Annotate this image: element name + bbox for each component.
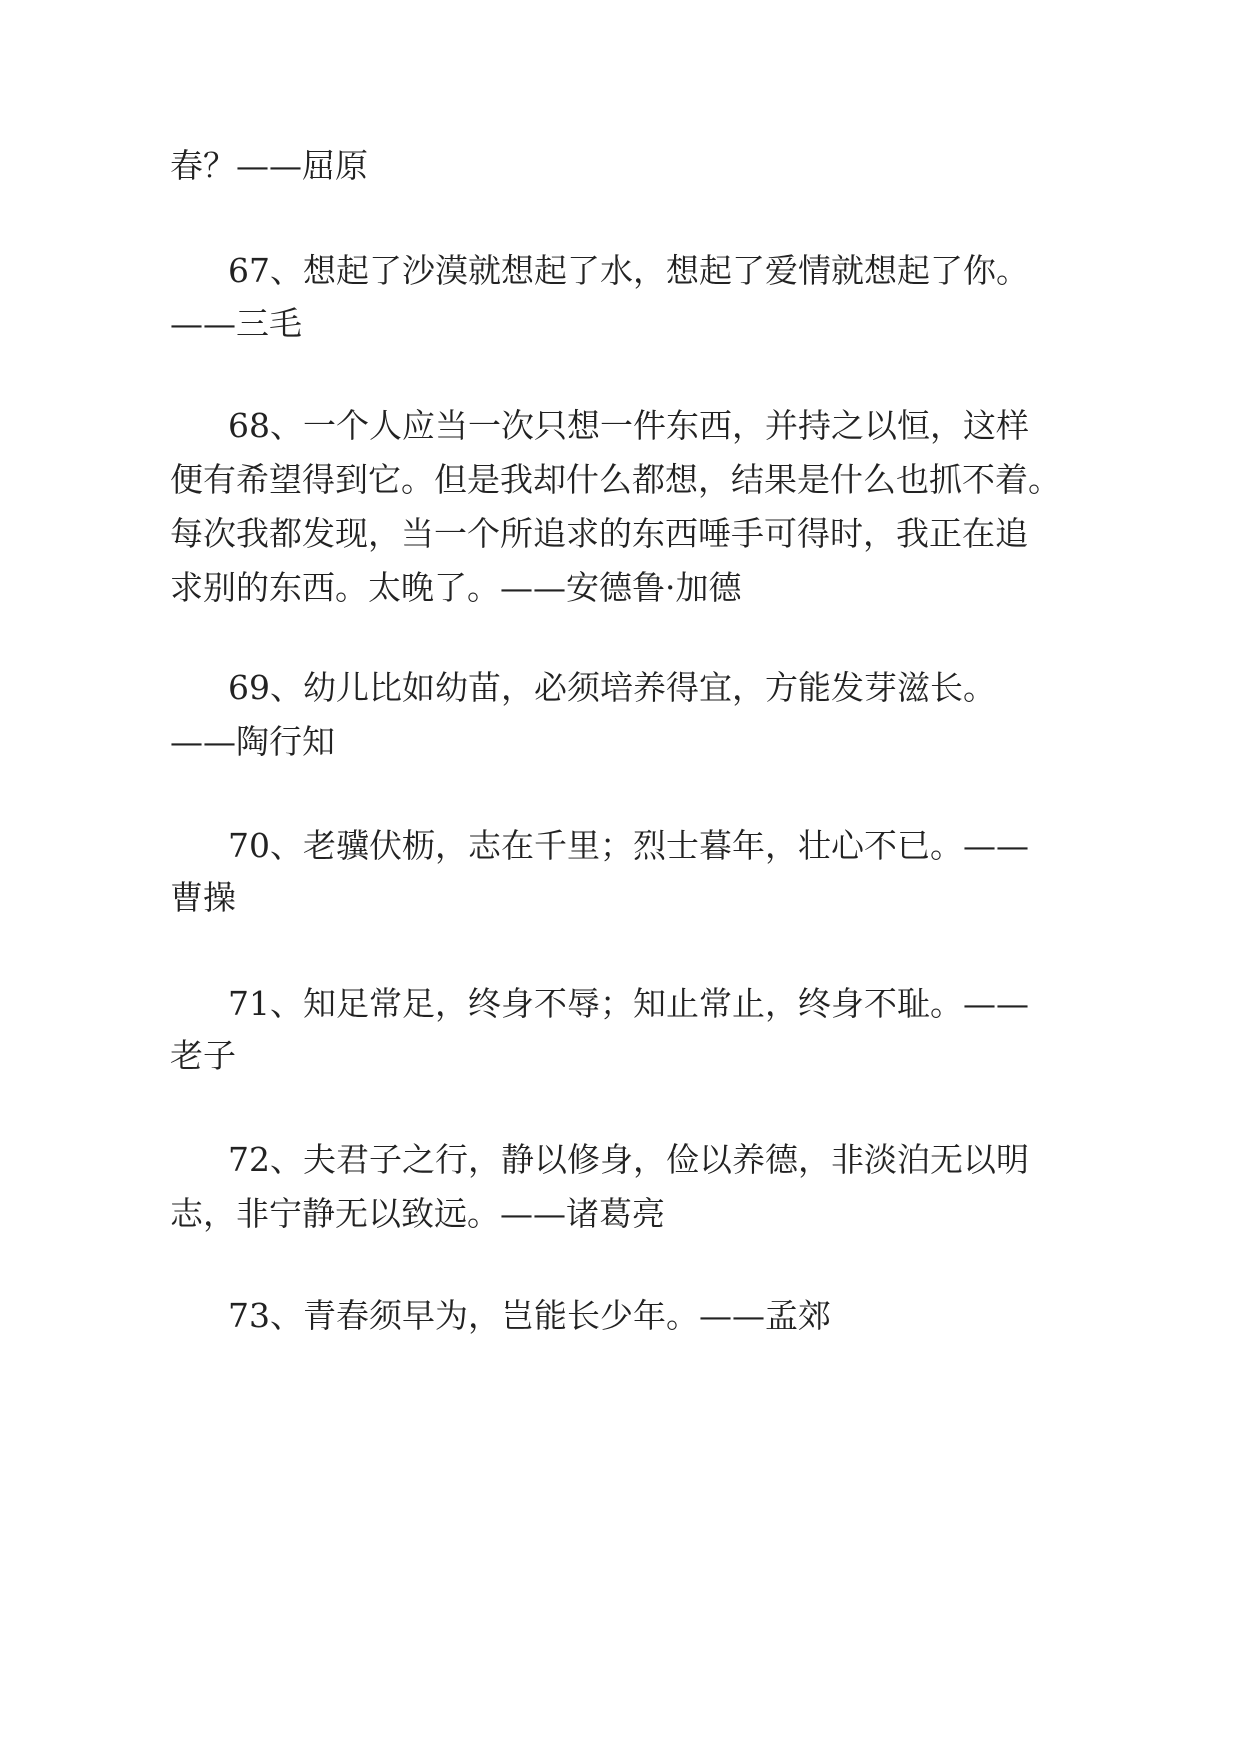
quote-line: 曹操 xyxy=(170,878,236,917)
quote-line: 69、幼儿比如幼苗，必须培养得宜，方能发芽滋长。 xyxy=(228,668,996,707)
quote-line: 春？——屈原 xyxy=(170,146,368,185)
quote-line: ——三毛 xyxy=(170,304,302,343)
quote-line: 73、青春须早为，岂能长少年。——孟郊 xyxy=(228,1296,831,1335)
quote-line: 便有希望得到它。但是我却什么都想，结果是什么也抓不着。 xyxy=(170,460,1061,499)
quote-line: 求别的东西。太晚了。——安德鲁·加德 xyxy=(170,568,742,607)
quote-line: 67、想起了沙漠就想起了水，想起了爱情就想起了你。 xyxy=(228,251,1029,290)
quote-line: 72、夫君子之行，静以修身，俭以养德，非淡泊无以明 xyxy=(228,1140,1029,1179)
quote-line: 70、老骥伏枥，志在千里；烈士暮年，壮心不已。—— xyxy=(228,826,1029,865)
quote-line: 志，非宁静无以致远。——诸葛亮 xyxy=(170,1194,665,1233)
quote-line: 71、知足常足，终身不辱；知止常止，终身不耻。—— xyxy=(228,984,1029,1023)
quote-line: ——陶行知 xyxy=(170,722,335,761)
quote-line: 老子 xyxy=(170,1036,236,1075)
quote-line: 68、一个人应当一次只想一件东西，并持之以恒，这样 xyxy=(228,406,1029,445)
quote-line: 每次我都发现，当一个所追求的东西唾手可得时，我正在追 xyxy=(170,514,1028,553)
